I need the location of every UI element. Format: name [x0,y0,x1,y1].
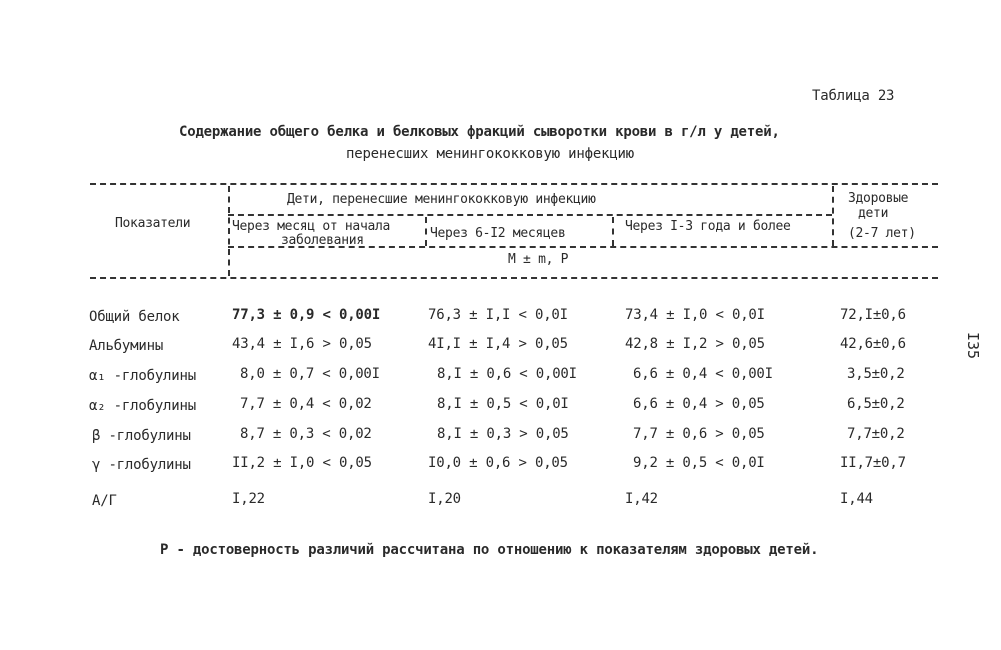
subheader-rule [228,214,832,216]
cell-col2: 4I,I ± I,4 > 0,05 [428,336,568,352]
cell-col3: 6,6 ± 0,4 > 0,05 [633,396,765,412]
cell-col2: 76,3 ± I,I < 0,0I [428,307,568,323]
col2-col3-divider [612,217,614,246]
row-label: α₂ -глобулины [89,398,196,414]
cell-col4: 42,6±0,6 [840,336,906,352]
cell-col3: 9,2 ± 0,5 < 0,0I [633,455,765,471]
cell-col4: 6,5±0,2 [847,396,905,412]
table-label: Таблица 23 [812,88,895,104]
row-label: Общий белок [89,309,180,325]
table-caption-line2: перенесших менингококковую инфекцию [346,146,635,162]
cell-col1: 8,7 ± 0,3 < 0,02 [240,426,372,442]
header-bottom-rule [90,277,938,279]
col1-col2-divider [425,217,427,246]
header-top-rule [90,183,938,185]
row-label: β -глобулины [92,428,191,444]
cell-col3: 73,4 ± I,0 < 0,0I [625,307,765,323]
header-healthy-line2: дети [858,206,889,221]
cell-col2: 8,I ± 0,5 < 0,0I [437,396,569,412]
cell-col3: 42,8 ± I,2 > 0,05 [625,336,765,352]
footnote: Р - достоверность различий рассчитана по отношению к показателям здоровых детей. [160,542,819,558]
cell-col1: 8,0 ± 0,7 < 0,00I [240,366,380,382]
cell-col1: 77,3 ± 0,9 < 0,00I [232,307,381,323]
header-left-divider [228,186,230,276]
cell-col4: 3,5±0,2 [847,366,905,382]
cell-col2: 8,I ± 0,3 > 0,05 [437,426,569,442]
header-col1-line2: заболевания [281,233,364,248]
cell-col3: I,42 [625,491,658,507]
cell-col1: I,22 [232,491,265,507]
cell-col4: I,44 [840,491,873,507]
header-col1-line1: Через месяц от начала [232,219,391,234]
header-indicators: Показатели [115,216,191,231]
row-label: γ -глобулины [92,457,191,473]
header-group: Дети, перенесшие менингококковую инфекцию [287,192,596,207]
header-stats: М ± m, Р [508,252,569,267]
row-label: А/Г [92,493,117,509]
cell-col1: 7,7 ± 0,4 < 0,02 [240,396,372,412]
cell-col2: I,20 [428,491,461,507]
header-healthy-line1: Здоровые [848,191,909,206]
cell-col4: 7,7±0,2 [847,426,905,442]
cell-col1: II,2 ± I,0 < 0,05 [232,455,372,471]
header-col3: Через I-3 года и более [625,219,791,234]
page-number: I35 [964,332,982,360]
cell-col4: 72,I±0,6 [840,307,906,323]
header-right-divider [832,186,834,246]
cell-col4: II,7±0,7 [840,455,906,471]
header-col2: Через 6-I2 месяцев [430,226,566,241]
table-caption-line1: Содержание общего белка и белковых фракций сыворотки крови в г/л у детей, [179,124,780,140]
cell-col3: 7,7 ± 0,6 > 0,05 [633,426,765,442]
row-label: Альбумины [89,338,164,354]
cell-col2: 8,I ± 0,6 < 0,00I [437,366,577,382]
cell-col3: 6,6 ± 0,4 < 0,00I [633,366,773,382]
cell-col1: 43,4 ± I,6 > 0,05 [232,336,372,352]
cell-col2: I0,0 ± 0,6 > 0,05 [428,455,568,471]
header-healthy-line3: (2-7 лет) [848,226,916,241]
row-label: α₁ -глобулины [89,368,196,384]
